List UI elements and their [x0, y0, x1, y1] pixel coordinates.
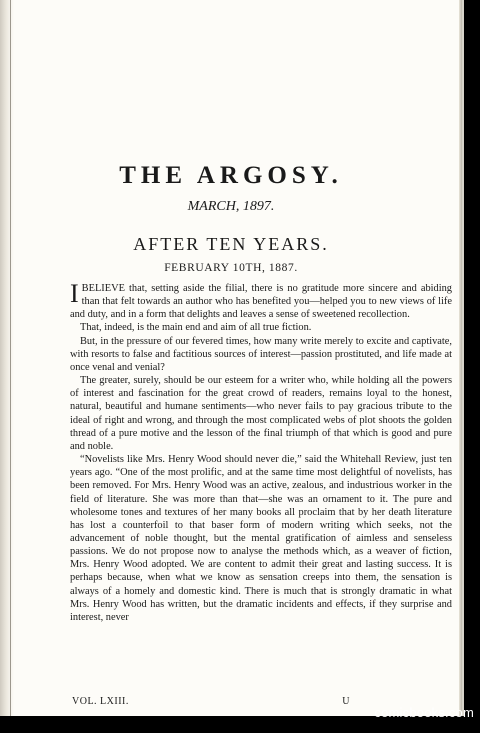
- paragraph-2: That, indeed, is the main end and aim of all true fiction.: [80, 322, 312, 334]
- watermark: comicbooks.com: [374, 705, 474, 720]
- paragraph-1: [70, 279, 452, 321]
- issue-date: MARCH, 1897.: [187, 199, 275, 214]
- drop-cap: I: [70, 279, 79, 308]
- volume-number: VOL. LXIII.: [72, 696, 129, 707]
- signature-mark: U: [342, 696, 350, 707]
- article-date: FEBRUARY 10TH, 1887.: [164, 262, 298, 274]
- page-edge: [459, 0, 462, 716]
- gutter-fold-line: [10, 0, 11, 716]
- page-footer: [72, 696, 350, 707]
- paragraph-5: “Novelists like Mrs. Henry Wood should never die,” said the Whitehall Review, just ten years ago. “One of the most prolific, and at the same time most delightful of novelists, has been removed. For Mrs. Henry Wood was an active, zealous, and industrious worker in the field of literature. She was more than that—she was an ornament to it. The pure and wholesome tones and textures of her many books all proclaim that by her death literature has lost a counterfoil to that baser form of modern writing which seeks, not the advancement of noble thought, but the mental gratification of aimless and senseless passions. We do not propose now to analyse the methods which, as a weaver of fiction, Mrs. Henry Wood adopted. We are content to admit their great and lasting success. It is perhaps because, when what we know as sensation creeps into them, the sensation is always of a homely and domestic kind. There is much that is strongly dramatic in what Mrs. Henry Wood has written, but the dramatic incidents and effects, if they surprise and interest, never: [70, 454, 452, 623]
- paragraph-1-text: BELIEVE that, setting aside the filial, there is no gratitude more sincere and abiding than that felt towards an author who has benefited you—helped you to new views of life and duty, and in a form that delights and leaves a sense of sweetened recollection.: [70, 283, 452, 321]
- paragraph-3: But, in the pressure of our fevered times, how many write merely to excite and captivate, with resorts to false and factitious sources of interest—passion prostituted, and life made at once venal and venial?: [70, 335, 452, 373]
- article-title: AFTER TEN YEARS.: [133, 234, 329, 254]
- page-gutter: [0, 0, 14, 716]
- article-body: [70, 279, 452, 624]
- magazine-masthead: THE ARGOSY.: [119, 162, 343, 189]
- paragraph-4: The greater, surely, should be our esteem for a writer who, while holding all the powers of interest and fascination for the great crowd of readers, remains loyal to the honest, natural, beautiful and humane sentiments—who never fails to pay gracious tribute to the ideal of right and wrong, and through the most complicated webs of plot shoots the golden thread of a pure motive and the lesson of the final triumph of that which is good and pure and noble.: [70, 375, 452, 452]
